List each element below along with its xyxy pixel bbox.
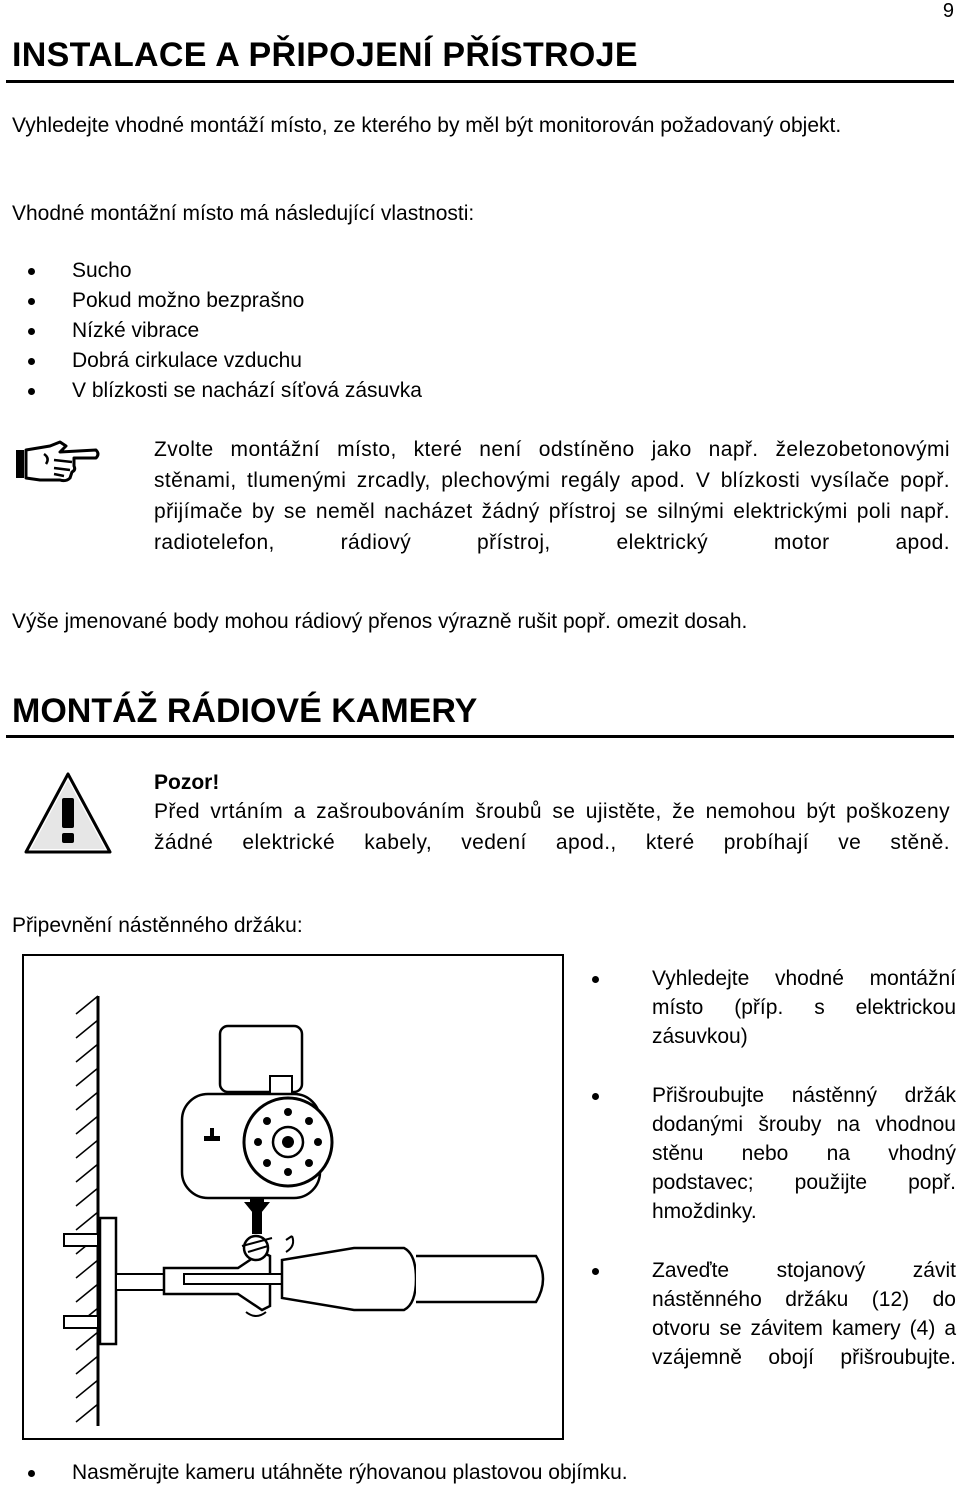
section-title-camera-mounting: MONTÁŽ RÁDIOVÉ KAMERY — [12, 692, 478, 730]
placement-note: Zvolte montážní místo, které není odstíněno jako např. železobetonovými stěnami, tlumenými zrcadly, plechovými regály apod. V blízkosti vysílače popř. přijímače by se neměl nacházet žádný přístroj se silnými elektrickými poli např. radiotelefon, rádiový přístroj, elektrický motor apod. — [154, 438, 950, 554]
warning-text: Před vrtáním a zašroubováním šroubů se ujistěte, že nemohou být poškozeny žádné elektrické kabely, vedení apod., které probíhají ve stěně. — [154, 800, 950, 854]
list-item: Přišroubujte nástěnný držák dodanými šrouby na vhodnou stěnu nebo na vhodný podstavec; použijte popř. hmoždinky. — [582, 1081, 956, 1226]
list-item: Zaveďte stojanový závit nástěnného držáku (12) do otvoru se závitem kamery (4) a vzájemně obojí přišroubujte. — [582, 1256, 956, 1372]
properties-heading: Vhodné montážní místo má následující vlastnosti: — [12, 202, 475, 225]
warning-title: Pozor! — [154, 771, 220, 794]
title-rule — [6, 80, 954, 83]
list-item: Dobrá cirkulace vzduchu — [12, 346, 912, 376]
mounting-diagram — [22, 954, 564, 1440]
warning-triangle-icon — [22, 770, 114, 856]
list-item: Nasměrujte kameru utáhněte rýhovanou plastovou objímku. — [12, 1458, 912, 1488]
list-item: Sucho — [12, 256, 912, 286]
properties-list — [12, 256, 912, 406]
section-title-installation: INSTALACE A PŘIPOJENÍ PŘÍSTROJE — [12, 36, 638, 74]
final-step-list — [12, 1458, 912, 1488]
intro-paragraph: Vyhledejte vhodné montáží místo, ze kterého by měl být monitorován požadovaný objekt. — [12, 114, 842, 137]
list-item: Nízké vibrace — [12, 316, 912, 346]
pointing-hand-icon — [14, 436, 100, 486]
list-item: Pokud možno bezprašno — [12, 286, 912, 316]
list-item: V blízkosti se nachází síťová zásuvka — [12, 376, 912, 406]
page-number: 9 — [942, 0, 954, 22]
bracket-heading: Připevnění nástěnného držáku: — [12, 914, 303, 937]
list-item: Vyhledejte vhodné montážní místo (příp. s elektrickou zásuvkou) — [582, 964, 956, 1051]
bracket-steps — [582, 964, 956, 1372]
interference-summary: Výše jmenované body mohou rádiový přenos výrazně rušit popř. omezit dosah. — [12, 610, 748, 633]
section-rule — [6, 735, 954, 738]
